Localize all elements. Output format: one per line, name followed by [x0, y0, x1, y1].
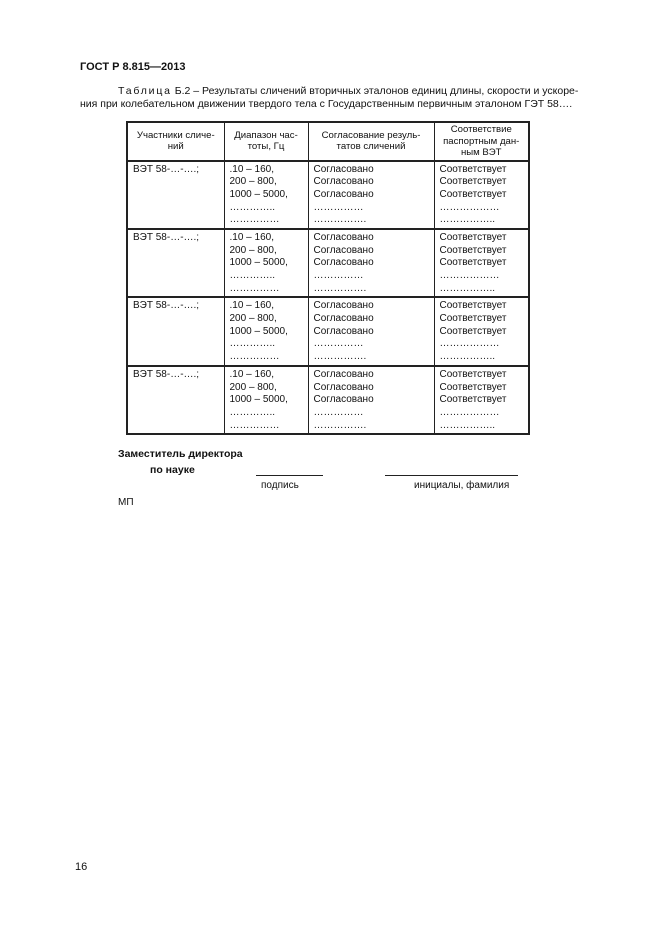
frequency-range-cell-line: .10 – 160,	[229, 300, 274, 312]
compliance-cell-line: ……………..	[439, 282, 496, 294]
frequency-range-cell-line: …………..	[229, 406, 276, 418]
frequency-range-cell-line: 200 – 800,	[229, 313, 277, 325]
participant-cell	[127, 161, 224, 229]
agreement-cell-line: ……………	[313, 201, 364, 213]
frequency-range-cell-line: 1000 – 5000,	[229, 188, 288, 200]
agreement-cell-line: ……………	[313, 406, 364, 418]
frequency-range-cell-line: …………..	[229, 338, 276, 350]
column-header-agreement: Согласование резуль-татов сличений	[308, 122, 434, 161]
compliance-cell-line: Соответствует	[439, 325, 507, 337]
agreement-cell	[308, 297, 434, 365]
participant-cell	[127, 366, 224, 434]
compliance-cell	[434, 161, 529, 229]
participant-cell-line: ВЭТ 58-…-….;	[133, 300, 200, 312]
agreement-cell-line: Согласовано	[313, 244, 374, 256]
table-caption-line-2: ния при колебательном движении твердого тела с Государственным первичным эталоном ГЭТ 58….	[80, 98, 573, 110]
signature-label: подпись	[261, 480, 299, 491]
agreement-cell-line: Согласовано	[313, 368, 374, 380]
agreement-cell-line: Согласовано	[313, 313, 374, 325]
results-table	[126, 121, 530, 435]
agreement-cell-line: Согласовано	[313, 381, 374, 393]
table-row	[127, 161, 529, 229]
frequency-range-cell-line: .10 – 160,	[229, 368, 274, 380]
compliance-cell-line: ……………..	[439, 419, 496, 431]
frequency-range-cell-line: …………..	[229, 201, 276, 213]
frequency-range-cell-line: …………..	[229, 270, 276, 281]
participant-cell	[127, 297, 224, 365]
table-header-row	[127, 122, 529, 161]
agreement-cell-line: Согласовано	[313, 325, 374, 337]
agreement-cell-line: …………….	[313, 214, 367, 226]
agreement-cell-line: ……………	[313, 270, 364, 281]
document-header: ГОСТ Р 8.815—2013	[80, 61, 186, 73]
compliance-cell-line: Соответствует	[439, 368, 507, 380]
compliance-cell-line: ………………	[439, 201, 500, 213]
compliance-cell-line: Соответствует	[439, 300, 507, 312]
column-header-compliance: Соответствие паспортным дан-ным ВЭТ	[434, 122, 529, 161]
compliance-cell-line: Соответствует	[439, 381, 507, 393]
compliance-cell-line: ………………	[439, 270, 500, 281]
frequency-range-cell-line: ……………	[229, 351, 280, 363]
column-header-participants: Участники сличе-ний	[127, 122, 224, 161]
frequency-range-cell-line: .10 – 160,	[229, 163, 274, 175]
frequency-range-cell-line: ……………	[229, 214, 280, 226]
frequency-range-cell-line: 200 – 800,	[229, 381, 277, 393]
agreement-cell-line: Согласовано	[313, 257, 374, 269]
column-header-frequency-range: Диапазон час-тоты, Гц	[224, 122, 308, 161]
stamp-placeholder: МП	[118, 497, 134, 508]
compliance-cell-line: ……………..	[439, 351, 496, 363]
frequency-range-cell	[224, 161, 308, 229]
compliance-cell-line: ………………	[439, 406, 500, 418]
frequency-range-cell-line: ……………	[229, 419, 280, 431]
signature-line	[256, 475, 323, 476]
frequency-range-cell-line: 1000 – 5000,	[229, 257, 288, 269]
compliance-cell-line: Соответствует	[439, 188, 507, 200]
agreement-cell-line: …………….	[313, 282, 367, 294]
compliance-cell-line: Соответствует	[439, 394, 507, 406]
compliance-cell	[434, 366, 529, 434]
participant-cell-line: ВЭТ 58-…-….;	[133, 231, 200, 243]
agreement-cell-line: Согласовано	[313, 300, 374, 312]
table-caption-text: Б.2 – Результаты сличений вторичных эталонов единиц длины, скорости и ускоре-	[174, 85, 579, 97]
compliance-cell-line: Соответствует	[439, 257, 507, 269]
compliance-cell-line: Соответствует	[439, 244, 507, 256]
agreement-cell-line: Согласовано	[313, 394, 374, 406]
agreement-cell-line: Согласовано	[313, 231, 374, 243]
frequency-range-cell	[224, 366, 308, 434]
compliance-cell-line: Соответствует	[439, 176, 507, 188]
name-label: инициалы, фамилия	[414, 480, 510, 491]
table-caption-label: Таблица	[118, 85, 172, 97]
signatory-subtitle: по науке	[150, 464, 195, 476]
agreement-cell	[308, 366, 434, 434]
compliance-cell-line: ……………..	[439, 214, 496, 226]
frequency-range-cell-line: 200 – 800,	[229, 244, 277, 256]
participant-cell-line: ВЭТ 58-…-….;	[133, 368, 200, 380]
frequency-range-cell-line: .10 – 160,	[229, 231, 274, 243]
participant-cell	[127, 229, 224, 297]
table-row	[127, 229, 529, 297]
name-line	[385, 475, 518, 476]
agreement-cell-line: …………….	[313, 419, 367, 431]
agreement-cell	[308, 161, 434, 229]
frequency-range-cell	[224, 229, 308, 297]
compliance-cell-line: ………………	[439, 338, 500, 350]
agreement-cell-line: Согласовано	[313, 188, 374, 200]
agreement-cell-line: Согласовано	[313, 176, 374, 188]
compliance-cell	[434, 229, 529, 297]
table-row	[127, 297, 529, 365]
frequency-range-cell-line: ……………	[229, 282, 280, 294]
frequency-range-cell-line: 1000 – 5000,	[229, 394, 288, 406]
page-number: 16	[75, 861, 88, 873]
agreement-cell-line: Согласовано	[313, 163, 374, 175]
compliance-cell-line: Соответствует	[439, 163, 507, 175]
frequency-range-cell-line: 1000 – 5000,	[229, 325, 288, 337]
signatory-title: Заместитель директора	[118, 448, 243, 460]
frequency-range-cell-line: 200 – 800,	[229, 176, 277, 188]
table-row	[127, 366, 529, 434]
frequency-range-cell	[224, 297, 308, 365]
participant-cell-line: ВЭТ 58-…-….;	[133, 163, 200, 175]
agreement-cell-line: ……………	[313, 338, 364, 350]
compliance-cell	[434, 297, 529, 365]
agreement-cell-line: …………….	[313, 351, 367, 363]
compliance-cell-line: Соответствует	[439, 313, 507, 325]
table-caption-line-1	[80, 84, 600, 98]
compliance-cell-line: Соответствует	[439, 231, 507, 243]
agreement-cell	[308, 229, 434, 297]
